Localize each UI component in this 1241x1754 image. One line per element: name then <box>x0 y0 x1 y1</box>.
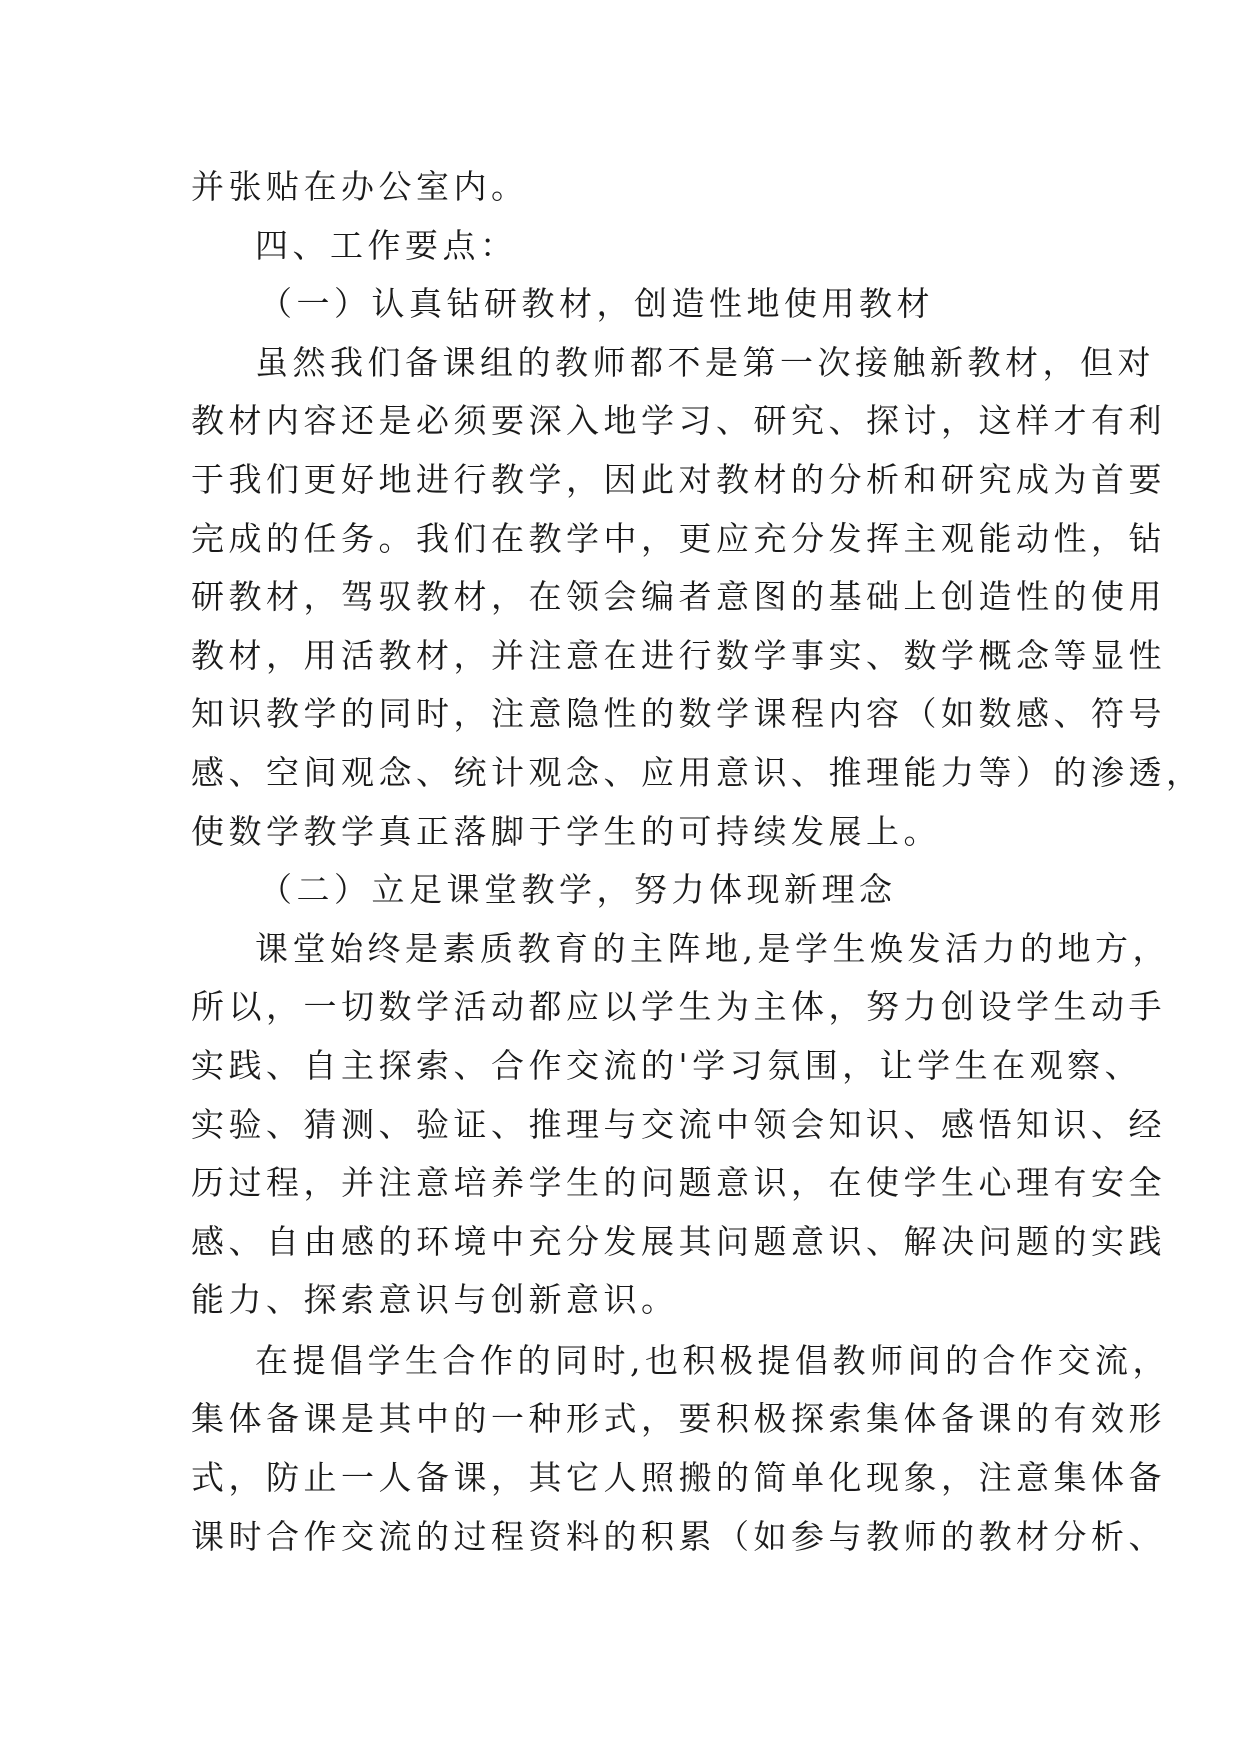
paragraph-line: 于我们更好地进行教学，因此对教材的分析和研究成为首要 <box>191 459 1166 499</box>
paragraph-line: 所以，一切数学活动都应以学生为主体，努力创设学生动手 <box>191 987 1166 1027</box>
paragraph-line: 在提倡学生合作的同时,也积极提倡教师间的合作交流， <box>255 1340 1170 1380</box>
paragraph-line: 研教材，驾驭教材，在领会编者意图的基础上创造性的使用 <box>191 577 1166 617</box>
paragraph-line: 虽然我们备课组的教师都不是第一次接触新教材，但对 <box>255 342 1155 382</box>
subsection-heading: （一）认真钻研教材，创造性地使用教材 <box>259 284 934 324</box>
paragraph-line: 实验、猜测、验证、推理与交流中领会知识、感悟知识、经 <box>191 1104 1166 1144</box>
subsection-heading: （二）立足课堂教学，努力体现新理念 <box>259 870 897 910</box>
paragraph-line: 课时合作交流的过程资料的积累（如参与教师的教材分析、 <box>191 1516 1166 1556</box>
paragraph-line: 教材，用活教材，并注意在进行数学事实、数学概念等显性 <box>191 635 1166 675</box>
section-heading: 四、工作要点： <box>255 225 518 265</box>
paragraph-line: 教材内容还是必须要深入地学习、研究、探讨，这样才有利 <box>191 401 1166 441</box>
paragraph-line: 并张贴在办公室内。 <box>191 167 529 206</box>
paragraph-line: 式，防止一人备课，其它人照搬的简单化现象，注意集体备 <box>191 1458 1166 1498</box>
paragraph-line: 实践、自主探索、合作交流的'学习氛围，让学生在观察、 <box>191 1045 1143 1085</box>
paragraph-line: 历过程，并注意培养学生的问题意识，在使学生心理有安全 <box>191 1163 1166 1203</box>
paragraph-line: 完成的任务。我们在教学中，更应充分发挥主观能动性，钻 <box>191 518 1166 558</box>
document-body <box>191 158 1204 1566</box>
paragraph-line: 感、空间观念、统计观念、应用意识、推理能力等）的渗透， <box>191 752 1204 792</box>
paragraph-line: 使数学教学真正落脚于学生的可持续发展上。 <box>191 811 941 851</box>
paragraph-line: 能力、探索意识与创新意识。 <box>191 1280 679 1320</box>
paragraph-line: 知识教学的同时，注意隐性的数学课程内容（如数感、符号 <box>191 694 1166 734</box>
paragraph-line: 课堂始终是素质教育的主阵地,是学生焕发活力的地方， <box>255 928 1170 968</box>
paragraph-line: 集体备课是其中的一种形式，要积极探索集体备课的有效形 <box>191 1399 1166 1439</box>
paragraph-line: 感、自由感的环境中充分发展其问题意识、解决问题的实践 <box>191 1221 1166 1261</box>
